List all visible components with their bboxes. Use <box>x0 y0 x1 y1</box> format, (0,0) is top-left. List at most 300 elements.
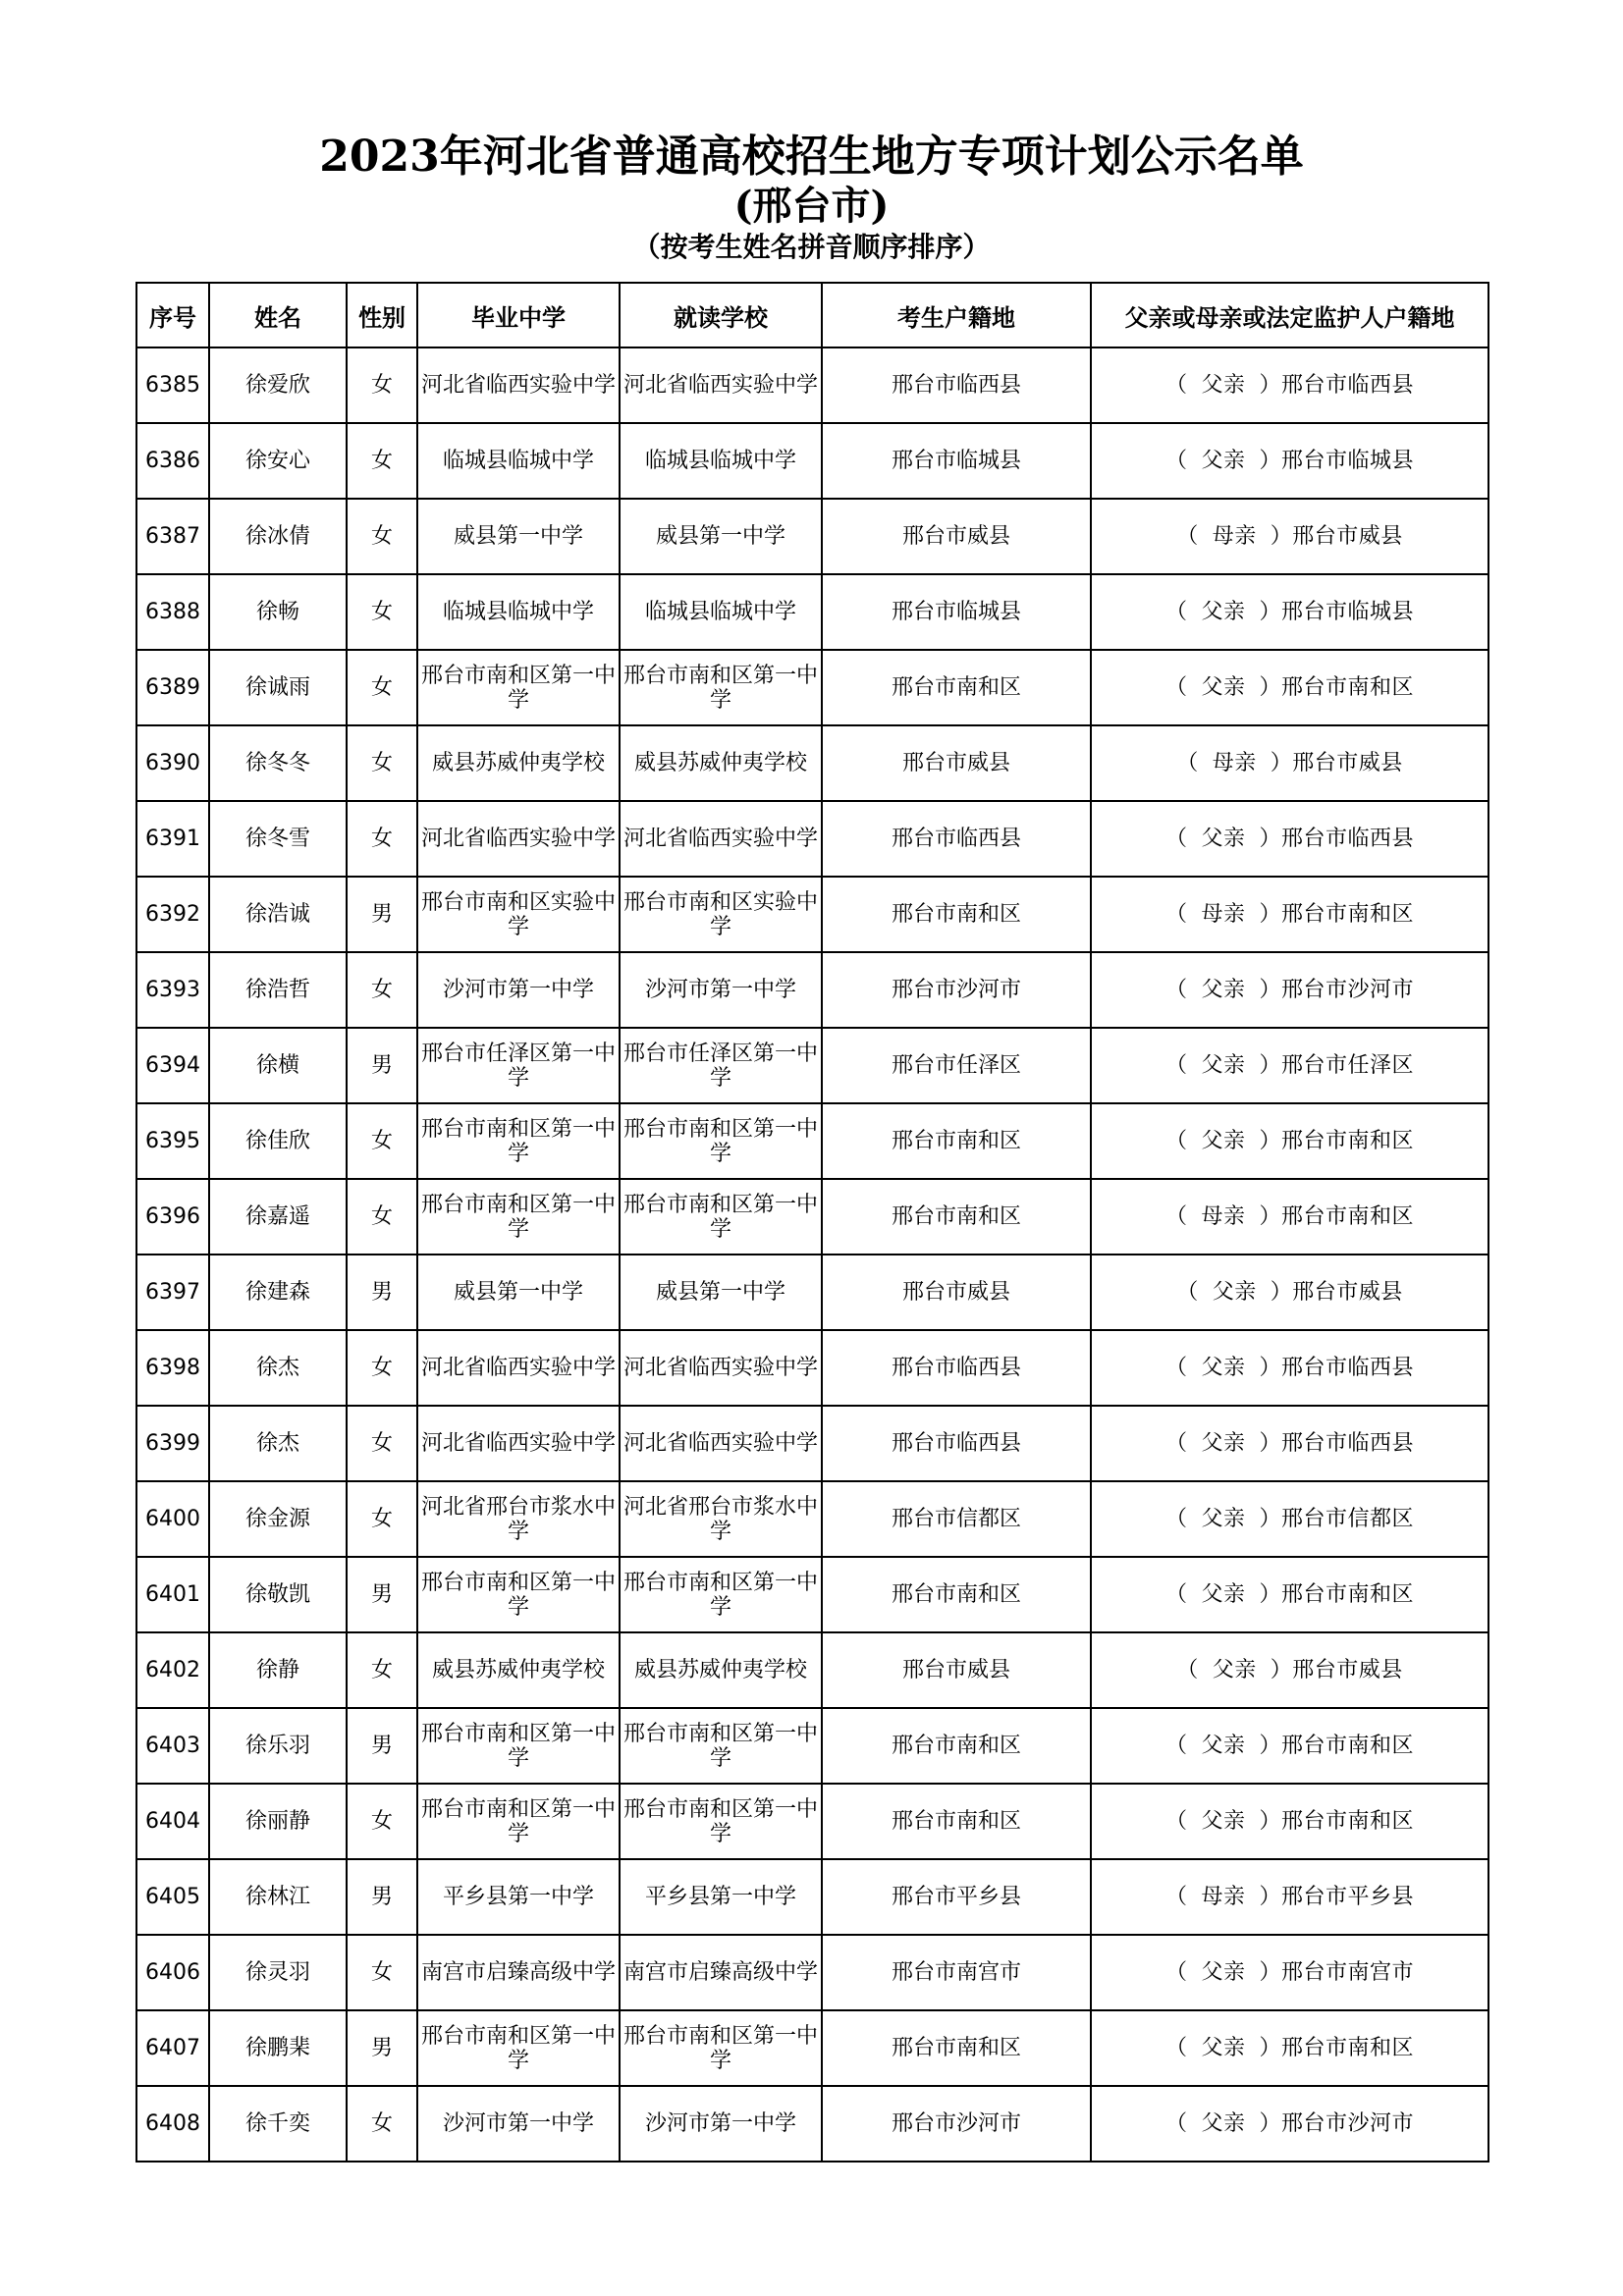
cell-no: 6403 <box>136 1708 209 1784</box>
paren-close: ） <box>1259 1960 1282 1985</box>
cell-gender: 男 <box>347 1859 417 1935</box>
paren-open: （ <box>1176 1658 1199 1682</box>
cell-no: 6388 <box>136 574 209 650</box>
cell-residence: 邢台市南和区 <box>822 2010 1091 2086</box>
cell-no: 6406 <box>136 1935 209 2010</box>
guardian-place: 邢台市任泽区 <box>1281 1053 1415 1078</box>
guardian-place: 邢台市沙河市 <box>1281 2111 1415 2136</box>
cell-no: 6393 <box>136 952 209 1028</box>
cell-gender: 女 <box>347 499 417 574</box>
cell-current-school: 河北省临西实验中学 <box>620 1330 822 1406</box>
guardian-relation: 父亲 <box>1201 1582 1246 1607</box>
guardian-relation: 父亲 <box>1201 1053 1246 1078</box>
cell-name: 徐嘉遥 <box>209 1179 347 1255</box>
cell-grad-school: 邢台市南和区第一中学 <box>417 2010 620 2086</box>
guardian-place: 邢台市南和区 <box>1281 1582 1415 1607</box>
cell-grad-school: 河北省临西实验中学 <box>417 1330 620 1406</box>
header-gender: 性别 <box>347 283 417 347</box>
paren-open: （ <box>1164 2036 1188 2060</box>
guardian-relation: 母亲 <box>1212 751 1257 775</box>
cell-guardian <box>1091 1103 1488 1179</box>
cell-no: 6404 <box>136 1784 209 1859</box>
cell-no: 6389 <box>136 650 209 725</box>
cell-residence: 邢台市沙河市 <box>822 952 1091 1028</box>
roster-body <box>136 347 1488 2162</box>
cell-grad-school: 邢台市南和区第一中学 <box>417 1784 620 1859</box>
paren-close: ） <box>1259 1885 1282 1909</box>
cell-name: 徐建森 <box>209 1255 347 1330</box>
cell-current-school: 邢台市南和区第一中学 <box>620 1784 822 1859</box>
cell-no: 6390 <box>136 725 209 801</box>
guardian-relation: 父亲 <box>1201 2111 1246 2136</box>
cell-name: 徐浩诚 <box>209 877 347 952</box>
cell-name: 徐佳欣 <box>209 1103 347 1179</box>
guardian-relation: 父亲 <box>1201 449 1246 473</box>
table-row <box>136 1935 1488 2010</box>
paren-close: ） <box>1259 1507 1282 1531</box>
table-row <box>136 574 1488 650</box>
cell-residence: 邢台市临西县 <box>822 347 1091 423</box>
cell-current-school: 邢台市南和区第一中学 <box>620 1179 822 1255</box>
cell-grad-school: 邢台市南和区第一中学 <box>417 1103 620 1179</box>
cell-gender: 女 <box>347 1935 417 2010</box>
paren-close: ） <box>1259 1734 1282 1758</box>
cell-residence: 邢台市南和区 <box>822 650 1091 725</box>
cell-name: 徐浩哲 <box>209 952 347 1028</box>
cell-gender: 男 <box>347 1557 417 1632</box>
cell-grad-school: 威县苏威仲夷学校 <box>417 1632 620 1708</box>
cell-residence: 邢台市临西县 <box>822 1330 1091 1406</box>
paren-open: （ <box>1176 751 1199 775</box>
cell-no: 6408 <box>136 2086 209 2162</box>
cell-gender: 女 <box>347 574 417 650</box>
cell-gender: 女 <box>347 952 417 1028</box>
cell-gender: 女 <box>347 1481 417 1557</box>
cell-name: 徐诚雨 <box>209 650 347 725</box>
table-row <box>136 1557 1488 1632</box>
guardian-place: 邢台市威县 <box>1292 751 1403 775</box>
guardian-place: 邢台市南和区 <box>1281 1129 1415 1153</box>
cell-gender: 女 <box>347 347 417 423</box>
paren-close: ） <box>1259 1053 1282 1078</box>
cell-residence: 邢台市临城县 <box>822 423 1091 499</box>
cell-residence: 邢台市南和区 <box>822 1103 1091 1179</box>
guardian-place: 邢台市平乡县 <box>1281 1885 1415 1909</box>
guardian-relation: 父亲 <box>1201 2036 1246 2060</box>
cell-grad-school: 威县第一中学 <box>417 1255 620 1330</box>
table-row <box>136 1028 1488 1103</box>
guardian-place: 邢台市临西县 <box>1281 373 1415 398</box>
cell-guardian <box>1091 1406 1488 1481</box>
table-row <box>136 1330 1488 1406</box>
guardian-relation: 父亲 <box>1201 1129 1246 1153</box>
cell-name: 徐畅 <box>209 574 347 650</box>
cell-current-school: 邢台市南和区第一中学 <box>620 2010 822 2086</box>
cell-grad-school: 邢台市南和区第一中学 <box>417 1557 620 1632</box>
cell-no: 6402 <box>136 1632 209 1708</box>
cell-current-school: 平乡县第一中学 <box>620 1859 822 1935</box>
cell-guardian <box>1091 1330 1488 1406</box>
table-row <box>136 801 1488 877</box>
cell-current-school: 邢台市任泽区第一中学 <box>620 1028 822 1103</box>
header-current-school: 就读学校 <box>620 283 822 347</box>
paren-open: （ <box>1164 2111 1188 2136</box>
paren-open: （ <box>1164 1204 1188 1229</box>
guardian-relation: 父亲 <box>1201 1431 1246 1456</box>
cell-name: 徐杰 <box>209 1406 347 1481</box>
paren-close: ） <box>1259 675 1282 700</box>
cell-guardian <box>1091 650 1488 725</box>
paren-open: （ <box>1164 1734 1188 1758</box>
cell-name: 徐乐羽 <box>209 1708 347 1784</box>
cell-name: 徐爱欣 <box>209 347 347 423</box>
guardian-relation: 父亲 <box>1201 1734 1246 1758</box>
cell-grad-school: 南宫市启臻高级中学 <box>417 1935 620 2010</box>
cell-current-school: 河北省邢台市浆水中学 <box>620 1481 822 1557</box>
cell-guardian <box>1091 347 1488 423</box>
paren-open: （ <box>1164 1356 1188 1380</box>
table-row <box>136 347 1488 423</box>
guardian-place: 邢台市南和区 <box>1281 1204 1415 1229</box>
cell-current-school: 邢台市南和区第一中学 <box>620 1557 822 1632</box>
table-row <box>136 1481 1488 1557</box>
cell-guardian <box>1091 1859 1488 1935</box>
cell-no: 6398 <box>136 1330 209 1406</box>
cell-no: 6407 <box>136 2010 209 2086</box>
table-row <box>136 423 1488 499</box>
paren-open: （ <box>1164 1582 1188 1607</box>
cell-current-school: 威县苏威仲夷学校 <box>620 725 822 801</box>
paren-open: （ <box>1164 1960 1188 1985</box>
cell-no: 6395 <box>136 1103 209 1179</box>
cell-name: 徐静 <box>209 1632 347 1708</box>
paren-open: （ <box>1164 449 1188 473</box>
guardian-relation: 父亲 <box>1201 600 1246 624</box>
cell-grad-school: 沙河市第一中学 <box>417 952 620 1028</box>
paren-close: ） <box>1259 1356 1282 1380</box>
cell-residence: 邢台市信都区 <box>822 1481 1091 1557</box>
guardian-relation: 父亲 <box>1201 1356 1246 1380</box>
paren-open: （ <box>1164 1129 1188 1153</box>
guardian-place: 邢台市威县 <box>1292 1280 1403 1305</box>
cell-current-school: 邢台市南和区第一中学 <box>620 650 822 725</box>
cell-no: 6400 <box>136 1481 209 1557</box>
header-guardian: 父亲或母亲或法定监护人户籍地 <box>1091 283 1488 347</box>
paren-close: ） <box>1259 1582 1282 1607</box>
table-row <box>136 2086 1488 2162</box>
guardian-place: 邢台市信都区 <box>1281 1507 1415 1531</box>
guardian-relation: 父亲 <box>1201 827 1246 851</box>
cell-name: 徐灵羽 <box>209 1935 347 2010</box>
paren-close: ） <box>1259 1809 1282 1834</box>
paren-open: （ <box>1164 1431 1188 1456</box>
paren-close: ） <box>1270 751 1293 775</box>
guardian-relation: 父亲 <box>1201 1809 1246 1834</box>
cell-current-school: 威县第一中学 <box>620 1255 822 1330</box>
paren-close: ） <box>1270 1280 1293 1305</box>
guardian-place: 邢台市南和区 <box>1281 2036 1415 2060</box>
cell-no: 6399 <box>136 1406 209 1481</box>
paren-open: （ <box>1164 675 1188 700</box>
paren-open: （ <box>1164 1809 1188 1834</box>
cell-gender: 男 <box>347 2010 417 2086</box>
cell-name: 徐敬凯 <box>209 1557 347 1632</box>
cell-grad-school: 邢台市南和区第一中学 <box>417 650 620 725</box>
guardian-relation: 父亲 <box>1201 978 1246 1002</box>
cell-no: 6391 <box>136 801 209 877</box>
cell-current-school: 临城县临城中学 <box>620 423 822 499</box>
cell-current-school: 沙河市第一中学 <box>620 952 822 1028</box>
guardian-place: 邢台市南和区 <box>1281 1734 1415 1758</box>
cell-current-school: 邢台市南和区实验中学 <box>620 877 822 952</box>
cell-grad-school: 临城县临城中学 <box>417 423 620 499</box>
table-row <box>136 1255 1488 1330</box>
cell-current-school: 河北省临西实验中学 <box>620 801 822 877</box>
cell-no: 6397 <box>136 1255 209 1330</box>
guardian-place: 邢台市威县 <box>1292 524 1403 549</box>
document-title: 2023年河北省普通高校招生地方专项计划公示名单 <box>319 132 1304 182</box>
header-row <box>136 283 1488 347</box>
cell-guardian <box>1091 801 1488 877</box>
cell-residence: 邢台市临西县 <box>822 1406 1091 1481</box>
cell-grad-school: 河北省临西实验中学 <box>417 801 620 877</box>
cell-gender: 女 <box>347 1784 417 1859</box>
table-row <box>136 650 1488 725</box>
guardian-place: 邢台市南宫市 <box>1281 1960 1415 1985</box>
guardian-place: 邢台市威县 <box>1292 1658 1403 1682</box>
cell-grad-school: 平乡县第一中学 <box>417 1859 620 1935</box>
paren-open: （ <box>1164 1507 1188 1531</box>
cell-guardian <box>1091 1784 1488 1859</box>
cell-current-school: 邢台市南和区第一中学 <box>620 1708 822 1784</box>
cell-guardian <box>1091 1632 1488 1708</box>
cell-current-school: 威县第一中学 <box>620 499 822 574</box>
cell-gender: 女 <box>347 423 417 499</box>
cell-gender: 女 <box>347 801 417 877</box>
header-name: 姓名 <box>209 283 347 347</box>
cell-gender: 女 <box>347 1632 417 1708</box>
header-no: 序号 <box>136 283 209 347</box>
cell-name: 徐金源 <box>209 1481 347 1557</box>
cell-grad-school: 河北省邢台市浆水中学 <box>417 1481 620 1557</box>
paren-open: （ <box>1176 1280 1199 1305</box>
table-row <box>136 1859 1488 1935</box>
cell-gender: 女 <box>347 1179 417 1255</box>
cell-guardian <box>1091 1935 1488 2010</box>
paren-close: ） <box>1259 2111 1282 2136</box>
paren-close: ） <box>1259 449 1282 473</box>
guardian-relation: 父亲 <box>1201 675 1246 700</box>
cell-gender: 女 <box>347 725 417 801</box>
cell-residence: 邢台市任泽区 <box>822 1028 1091 1103</box>
cell-residence: 邢台市南和区 <box>822 1179 1091 1255</box>
paren-close: ） <box>1259 600 1282 624</box>
cell-guardian <box>1091 499 1488 574</box>
cell-current-school: 临城县临城中学 <box>620 574 822 650</box>
cell-name: 徐冬冬 <box>209 725 347 801</box>
cell-no: 6405 <box>136 1859 209 1935</box>
cell-name: 徐千奕 <box>209 2086 347 2162</box>
paren-open: （ <box>1164 902 1188 927</box>
guardian-relation: 父亲 <box>1201 373 1246 398</box>
cell-residence: 邢台市南和区 <box>822 1784 1091 1859</box>
cell-guardian <box>1091 725 1488 801</box>
cell-grad-school: 威县苏威仲夷学校 <box>417 725 620 801</box>
cell-residence: 邢台市临城县 <box>822 574 1091 650</box>
cell-no: 6401 <box>136 1557 209 1632</box>
cell-gender: 女 <box>347 2086 417 2162</box>
table-row <box>136 1406 1488 1481</box>
cell-gender: 男 <box>347 1255 417 1330</box>
paren-close: ） <box>1259 1204 1282 1229</box>
cell-guardian <box>1091 574 1488 650</box>
cell-name: 徐冰倩 <box>209 499 347 574</box>
cell-name: 徐安心 <box>209 423 347 499</box>
cell-current-school: 邢台市南和区第一中学 <box>620 1103 822 1179</box>
cell-guardian <box>1091 1708 1488 1784</box>
guardian-relation: 母亲 <box>1201 1885 1246 1909</box>
cell-gender: 女 <box>347 650 417 725</box>
paren-close: ） <box>1259 1431 1282 1456</box>
cell-guardian <box>1091 1028 1488 1103</box>
cell-residence: 邢台市威县 <box>822 1255 1091 1330</box>
guardian-relation: 母亲 <box>1212 524 1257 549</box>
cell-gender: 女 <box>347 1330 417 1406</box>
cell-name: 徐横 <box>209 1028 347 1103</box>
cell-residence: 邢台市临西县 <box>822 801 1091 877</box>
cell-no: 6385 <box>136 347 209 423</box>
paren-open: （ <box>1164 373 1188 398</box>
cell-no: 6394 <box>136 1028 209 1103</box>
cell-name: 徐鹏棐 <box>209 2010 347 2086</box>
cell-gender: 男 <box>347 877 417 952</box>
cell-residence: 邢台市威县 <box>822 499 1091 574</box>
cell-gender: 女 <box>347 1406 417 1481</box>
table-row <box>136 877 1488 952</box>
paren-open: （ <box>1164 978 1188 1002</box>
cell-guardian <box>1091 1255 1488 1330</box>
cell-no: 6396 <box>136 1179 209 1255</box>
table-row <box>136 1632 1488 1708</box>
guardian-place: 邢台市南和区 <box>1281 1809 1415 1834</box>
roster-table <box>135 282 1489 2163</box>
cell-guardian <box>1091 1481 1488 1557</box>
paren-open: （ <box>1164 827 1188 851</box>
paren-open: （ <box>1164 1053 1188 1078</box>
header-grad-school: 毕业中学 <box>417 283 620 347</box>
cell-residence: 邢台市南和区 <box>822 1708 1091 1784</box>
cell-name: 徐林江 <box>209 1859 347 1935</box>
cell-no: 6386 <box>136 423 209 499</box>
paren-close: ） <box>1259 2036 1282 2060</box>
cell-grad-school: 邢台市任泽区第一中学 <box>417 1028 620 1103</box>
guardian-place: 邢台市临城县 <box>1281 449 1415 473</box>
guardian-relation: 母亲 <box>1201 1204 1246 1229</box>
guardian-place: 邢台市南和区 <box>1281 902 1415 927</box>
cell-guardian <box>1091 877 1488 952</box>
cell-guardian <box>1091 952 1488 1028</box>
cell-no: 6387 <box>136 499 209 574</box>
sort-note: （按考生姓名拼音顺序排序） <box>632 231 991 263</box>
table-row <box>136 1179 1488 1255</box>
paren-open: （ <box>1164 1885 1188 1909</box>
cell-guardian <box>1091 1179 1488 1255</box>
paren-close: ） <box>1259 827 1282 851</box>
guardian-place: 邢台市临西县 <box>1281 1431 1415 1456</box>
cell-residence: 邢台市南和区 <box>822 1557 1091 1632</box>
cell-name: 徐丽静 <box>209 1784 347 1859</box>
guardian-relation: 父亲 <box>1212 1280 1257 1305</box>
cell-guardian <box>1091 2010 1488 2086</box>
cell-grad-school: 河北省临西实验中学 <box>417 347 620 423</box>
guardian-place: 邢台市沙河市 <box>1281 978 1415 1002</box>
cell-gender: 女 <box>347 1103 417 1179</box>
cell-residence: 邢台市南宫市 <box>822 1935 1091 2010</box>
guardian-relation: 母亲 <box>1201 902 1246 927</box>
cell-grad-school: 临城县临城中学 <box>417 574 620 650</box>
cell-current-school: 威县苏威仲夷学校 <box>620 1632 822 1708</box>
table-row <box>136 1103 1488 1179</box>
cell-residence: 邢台市威县 <box>822 725 1091 801</box>
cell-gender: 男 <box>347 1028 417 1103</box>
guardian-place: 邢台市临城县 <box>1281 600 1415 624</box>
cell-grad-school: 河北省临西实验中学 <box>417 1406 620 1481</box>
cell-current-school: 河北省临西实验中学 <box>620 347 822 423</box>
cell-residence: 邢台市沙河市 <box>822 2086 1091 2162</box>
cell-current-school: 河北省临西实验中学 <box>620 1406 822 1481</box>
cell-current-school: 沙河市第一中学 <box>620 2086 822 2162</box>
table-row <box>136 1708 1488 1784</box>
cell-guardian <box>1091 1557 1488 1632</box>
guardian-relation: 父亲 <box>1212 1658 1257 1682</box>
cell-grad-school: 威县第一中学 <box>417 499 620 574</box>
paren-close: ） <box>1259 978 1282 1002</box>
paren-close: ） <box>1259 1129 1282 1153</box>
paren-open: （ <box>1164 600 1188 624</box>
cell-grad-school: 邢台市南和区第一中学 <box>417 1708 620 1784</box>
cell-guardian <box>1091 423 1488 499</box>
guardian-relation: 父亲 <box>1201 1507 1246 1531</box>
paren-close: ） <box>1270 524 1293 549</box>
table-row <box>136 1784 1488 1859</box>
guardian-place: 邢台市临西县 <box>1281 827 1415 851</box>
document-subtitle: (邢台市) <box>733 183 890 229</box>
cell-grad-school: 沙河市第一中学 <box>417 2086 620 2162</box>
paren-close: ） <box>1259 373 1282 398</box>
cell-no: 6392 <box>136 877 209 952</box>
table-row <box>136 499 1488 574</box>
paren-open: （ <box>1176 524 1199 549</box>
cell-residence: 邢台市南和区 <box>822 877 1091 952</box>
cell-gender: 男 <box>347 1708 417 1784</box>
table-row <box>136 2010 1488 2086</box>
guardian-place: 邢台市南和区 <box>1281 675 1415 700</box>
table-row <box>136 952 1488 1028</box>
cell-residence: 邢台市平乡县 <box>822 1859 1091 1935</box>
paren-close: ） <box>1270 1658 1293 1682</box>
cell-name: 徐冬雪 <box>209 801 347 877</box>
guardian-place: 邢台市临西县 <box>1281 1356 1415 1380</box>
paren-close: ） <box>1259 902 1282 927</box>
cell-grad-school: 邢台市南和区第一中学 <box>417 1179 620 1255</box>
cell-residence: 邢台市威县 <box>822 1632 1091 1708</box>
cell-current-school: 南宫市启臻高级中学 <box>620 1935 822 2010</box>
guardian-relation: 父亲 <box>1201 1960 1246 1985</box>
table-row <box>136 725 1488 801</box>
cell-name: 徐杰 <box>209 1330 347 1406</box>
cell-guardian <box>1091 2086 1488 2162</box>
header-residence: 考生户籍地 <box>822 283 1091 347</box>
